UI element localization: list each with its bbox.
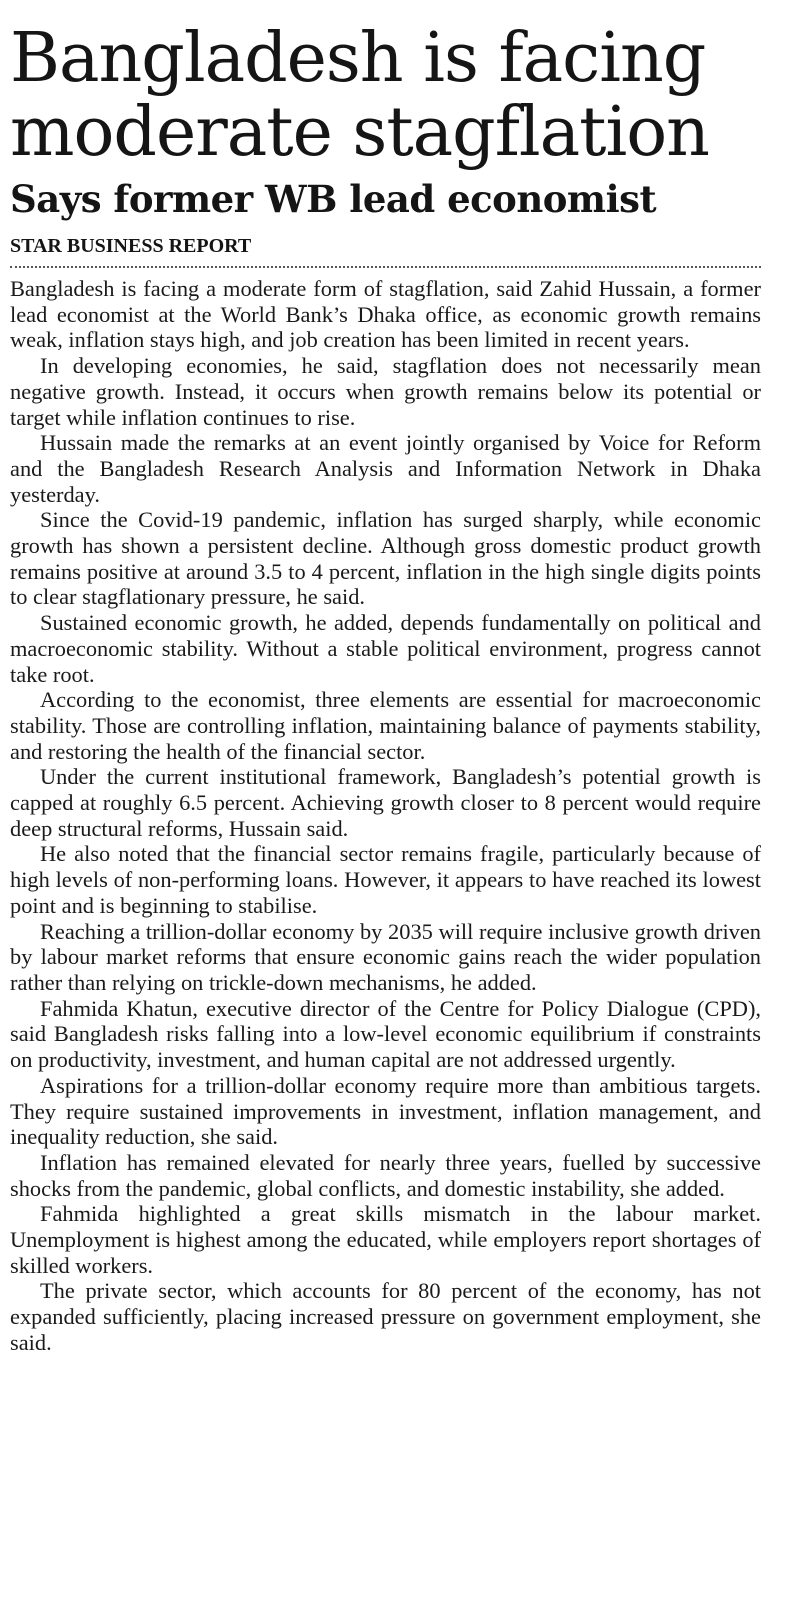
- paragraph: Hussain made the remarks at an event jointly organised by Voice for Reform and the Bangladesh Research Analysis and Information Network in Dhaka yesterday.: [10, 430, 761, 507]
- paragraph: According to the economist, three elements are essential for macroeconomic stability. Those are controlling inflation, maintaining balance of payments stability, and restoring the health of the financial sector.: [10, 687, 761, 764]
- article-body: [10, 276, 761, 1356]
- paragraph: Bangladesh is facing a moderate form of stagflation, said Zahid Hussain, a former lead economist at the World Bank’s Dhaka office, as economic growth remains weak, inflation stays high, and job creation has been limited in recent years.: [10, 276, 761, 353]
- paragraph: Sustained economic growth, he added, depends fundamentally on political and macroeconomic stability. Without a stable political environment, progress cannot take root.: [10, 610, 761, 687]
- article: [10, 19, 761, 1356]
- paragraph: Reaching a trillion-dollar economy by 2035 will require inclusive growth driven by labour market reforms that ensure economic gains reach the wider population rather than relying on trickle-down mechanisms, he added.: [10, 918, 761, 995]
- dotted-divider: [10, 266, 761, 268]
- paragraph: Under the current institutional framework, Bangladesh’s potential growth is capped at roughly 6.5 percent. Achieving growth closer to 8 percent would require deep structural reforms, Hussain said.: [10, 764, 761, 841]
- paragraph: Aspirations for a trillion-dollar economy require more than ambitious targets. They require sustained improvements in investment, inflation management, and inequality reduction, she said.: [10, 1072, 761, 1150]
- headline: Bangladesh is facing moderate stagflation: [10, 19, 709, 172]
- subheadline: Says former WB lead economist: [10, 177, 657, 221]
- paragraph: The private sector, which accounts for 80 percent of the economy, has not expanded sufficiently, placing increased pressure on government employment, she said.: [10, 1278, 761, 1355]
- byline: STAR BUSINESS REPORT: [10, 235, 252, 257]
- paragraph: Fahmida highlighted a great skills mismatch in the labour market. Unemployment is highest among the educated, while employers report shortages of skilled workers.: [10, 1201, 761, 1278]
- paragraph: Inflation has remained elevated for nearly three years, fuelled by successive shocks from the pandemic, global conflicts, and domestic instability, she added.: [10, 1149, 761, 1201]
- paragraph: He also noted that the financial sector remains fragile, particularly because of high levels of non-performing loans. However, it appears to have reached its lowest point and is beginning to stabilise.: [10, 841, 761, 918]
- paragraph: In developing economies, he said, stagflation does not necessarily mean negative growth. Instead, it occurs when growth remains below its potential or target while inflation continues to rise.: [10, 353, 761, 430]
- paragraph: Since the Covid-19 pandemic, inflation has surged sharply, while economic growth has shown a persistent decline. Although gross domestic product growth remains positive at around 3.5 to 4 percent, inflation in the high single digits points to clear stagflationary pressure, he said.: [10, 507, 761, 610]
- paragraph: Fahmida Khatun, executive director of the Centre for Policy Dialogue (CPD), said Bangladesh risks falling into a low-level economic equilibrium if constraints on productivity, investment, and human capital are not addressed urgently.: [10, 995, 761, 1073]
